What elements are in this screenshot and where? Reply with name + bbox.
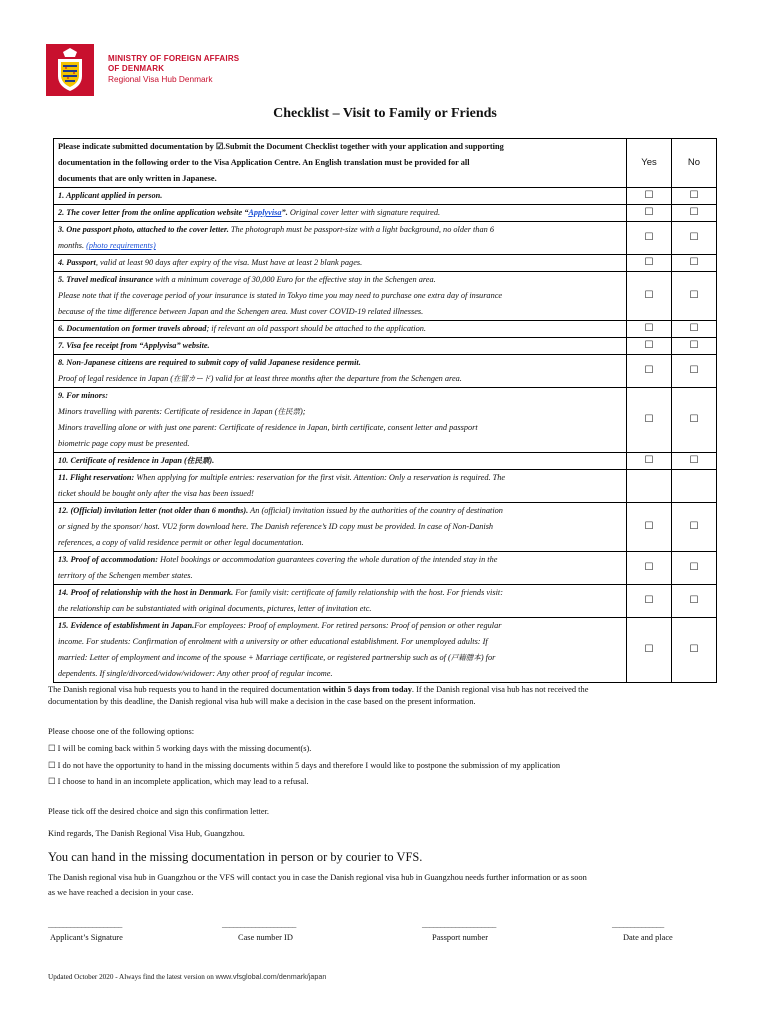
checkbox-yes[interactable]: ☐ [627, 272, 672, 321]
checkbox-no[interactable]: ☐ [672, 255, 717, 272]
signature-line[interactable]: ____________________ [48, 920, 122, 929]
item-text: For family visit: certificate of family relationship with the host. For friends visit: [233, 588, 503, 597]
deadline-notice [48, 684, 728, 708]
option-text: I will be coming back within 5 working days with the missing document(s). [55, 744, 312, 753]
item-text: dependents. If single/divorced/widow/widower: Any other proof of regular income. [58, 669, 333, 678]
item-text: or signed by the sponsor/ host. VU2 form download here. The Danish reference’s ID copy must be provided. In case of Non-Danish [58, 522, 494, 531]
ministry-header [108, 54, 239, 84]
checkbox-no[interactable]: ☐ [672, 188, 717, 205]
table-row [54, 205, 717, 222]
item-text: 戸籍謄本 [450, 653, 481, 662]
contact-text: The Danish regional visa hub in Guangzhou or the VFS will contact you in case the Danish regional visa hub in Guangzhou needs further information or as soon [48, 873, 587, 882]
ministry-name-line2: OF DENMARK [108, 64, 165, 73]
item-text: Proof of legal residence in Japan ( [58, 374, 174, 383]
item-1: 1. Applicant applied in person. [54, 188, 627, 205]
item-text: 15. Evidence of establishment in Japan. [58, 621, 195, 630]
checkbox-no[interactable]: ☐ [672, 552, 717, 585]
ministry-name-line1: MINISTRY OF FOREIGN AFFAIRS [108, 54, 240, 63]
checklist-intro [54, 139, 627, 188]
intro-line: Please indicate submitted documentation by ☑.Submit the Document Checklist together with your application and supporting [58, 142, 504, 151]
item-text: ticket should be bought only after the visa has been issued! [58, 489, 254, 498]
item-text: 13. Proof of accommodation: [58, 555, 159, 564]
item-13 [54, 552, 627, 585]
item-3 [54, 222, 627, 255]
item-text: ) for [480, 653, 496, 662]
checkbox-yes[interactable]: ☐ [627, 222, 672, 255]
item-11 [54, 470, 627, 503]
item-4 [54, 255, 627, 272]
notice-text: . If the Danish regional visa hub has not received the [411, 685, 589, 694]
col-header-yes: Yes [627, 139, 672, 188]
checkbox-yes[interactable]: ☐ [627, 255, 672, 272]
intro-line: documents that are only written in Japanese. [58, 174, 217, 183]
date-place-label: Date and place [623, 933, 673, 942]
checkbox-yes[interactable]: ☐ [627, 585, 672, 618]
item-text: 10. Certificate of residence in Japan ( [58, 456, 187, 465]
option-checkbox[interactable]: ☐ [48, 761, 56, 770]
item-text: 6. Documentation on former travels abroad [58, 324, 207, 333]
checkbox-yes[interactable]: ☐ [627, 338, 672, 355]
option-text: I do not have the opportunity to hand in the missing documents within 5 days and therefore I would like to postpone the submission of my application [55, 761, 561, 770]
item-text: 在留カード [173, 374, 211, 383]
item-text: Minors travelling alone or with just one parent: Certificate of residence in Japan, birth certificate, consent letter and passport [58, 423, 478, 432]
checkbox-yes[interactable]: ☐ [627, 388, 672, 453]
checkbox-no[interactable]: ☐ [672, 503, 717, 552]
item-2 [54, 205, 627, 222]
table-row [54, 355, 717, 388]
option-checkbox[interactable]: ☐ [48, 777, 56, 786]
date-place-line[interactable]: ______________ [612, 920, 664, 929]
passport-number-label: Passport number [432, 933, 489, 942]
item-6 [54, 321, 627, 338]
table-header-row [54, 139, 717, 188]
table-row [54, 470, 717, 503]
notice-deadline: within 5 days from today [322, 685, 412, 694]
checkbox-no[interactable]: ☐ [672, 272, 717, 321]
option-text: I choose to hand in an incomplete application, which may lead to a refusal. [55, 777, 309, 786]
item-text: 12. (Official) invitation letter (not older than 6 months). [58, 506, 249, 515]
table-row [54, 618, 717, 683]
checkbox-no[interactable]: ☐ [672, 222, 717, 255]
item-text: because of the time difference between Japan and the Schengen area. Must cover COVID-19 related illnesses. [58, 307, 424, 316]
table-row [54, 552, 717, 585]
item-text: with a minimum coverage of 30,000 Euro for the effective stay in the Schengen area. [153, 275, 436, 284]
col-header-no: No [672, 139, 717, 188]
item-15 [54, 618, 627, 683]
checkbox-no[interactable]: ☐ [672, 618, 717, 683]
photo-requirements-link[interactable]: (photo requirements) [86, 241, 156, 250]
checkbox-yes[interactable]: ☐ [627, 453, 672, 470]
item-text: Hotel bookings or accommodation guarantees covering the whole duration of the intended stay in the [158, 555, 498, 564]
item-text: ) valid for at least three months after the departure from the Schengen area. [210, 374, 462, 383]
item-text: An (official) invitation issued by the authorities of the country of destination [248, 506, 503, 515]
item-12 [54, 503, 627, 552]
item-text: ); [299, 407, 306, 416]
item-text: Please note that if the coverage period of your insurance is stated in Tokyo time you may need to purchase one extra day of insurance [58, 291, 503, 300]
item-text: 5. Travel medical insurance [58, 275, 154, 284]
item-text: 住民票 [186, 456, 210, 465]
table-row [54, 222, 717, 255]
footer-url-link[interactable]: www.vfsglobal.com/denmark/japan [215, 972, 327, 981]
item-text: references, a copy of valid residence permit or other legal documentation. [58, 538, 304, 547]
checkbox-yes[interactable]: ☐ [627, 321, 672, 338]
item-text: married: Letter of employment and income of the spouse + Marriage certificate, or registered partnership such as of ( [58, 653, 451, 662]
checkbox-yes[interactable]: ☐ [627, 188, 672, 205]
checkbox-no[interactable]: ☐ [672, 338, 717, 355]
empty-cell [627, 470, 672, 503]
item-text: For employees: Proof of employment. For retired persons: Proof of pension or other regular [194, 621, 502, 630]
applyvisa-link[interactable]: Applyvisa [248, 208, 282, 217]
notice-text: documentation by this deadline, the Danish regional visa hub will make a decision in the case based on the present information. [48, 697, 476, 706]
option-1[interactable] [48, 743, 311, 753]
table-row [54, 388, 717, 453]
item-text: 8. Non-Japanese citizens are required to submit copy of valid Japanese residence permit. [58, 358, 361, 367]
checkbox-no[interactable]: ☐ [672, 388, 717, 453]
ministry-crest-logo [46, 44, 94, 96]
checkbox-yes[interactable]: ☐ [627, 355, 672, 388]
checkbox-no[interactable]: ☐ [672, 453, 717, 470]
item-text: Original cover letter with signature required. [289, 208, 441, 217]
item-5 [54, 272, 627, 321]
item-text: ; if relevant an old passport should be attached to the application. [206, 324, 426, 333]
option-checkbox[interactable]: ☐ [48, 744, 56, 753]
checkbox-yes[interactable]: ☐ [627, 552, 672, 585]
item-7: 7. Visa fee receipt from “Applyvisa” website. [54, 338, 627, 355]
item-text: the relationship can be substantiated with original documents, pictures, letter of invitation etc. [58, 604, 372, 613]
item-text: 2. The cover letter from the online application website “ [58, 208, 249, 217]
case-number-line[interactable]: ____________________ [222, 920, 296, 929]
item-text: territory of the Schengen member states. [58, 571, 193, 580]
checkbox-no[interactable]: ☐ [672, 585, 717, 618]
checkbox-yes[interactable]: ☐ [627, 618, 672, 683]
case-number-label: Case number ID [238, 933, 293, 942]
item-text: When applying for multiple entries: reservation for the first visit. Attention: Only a reservation is required. The [134, 473, 506, 482]
item-text: 14. Proof of relationship with the host in Denmark. [58, 588, 234, 597]
item-text: 9. For minors: [58, 391, 109, 400]
option-2[interactable] [48, 760, 560, 770]
item-text: ). [209, 456, 215, 465]
passport-number-line[interactable]: ____________________ [422, 920, 496, 929]
table-row [54, 503, 717, 552]
item-text: , valid at least 90 days after expiry of the visa. Must have at least 2 blank pages. [95, 258, 363, 267]
contact-text: as we have reached a decision in your case. [48, 888, 194, 897]
document-checklist-table [53, 138, 717, 683]
table-row [54, 188, 717, 205]
checkbox-no[interactable]: ☐ [672, 205, 717, 222]
contact-info [48, 870, 587, 900]
item-10 [54, 453, 627, 470]
item-9 [54, 388, 627, 453]
table-row [54, 255, 717, 272]
empty-cell [672, 470, 717, 503]
tick-instruction: Please tick off the desired choice and sign this confirmation letter. [48, 807, 270, 816]
footer [48, 972, 326, 981]
item-text: 11. Flight reservation: [58, 473, 135, 482]
ministry-subtitle: Regional Visa Hub Denmark [108, 74, 213, 84]
table-row [54, 272, 717, 321]
item-14 [54, 585, 627, 618]
checkbox-no[interactable]: ☐ [672, 321, 717, 338]
intro-line: documentation in the following order to the Visa Application Centre. An English translation must be provided for all [58, 158, 470, 167]
item-text: biometric page copy must be presented. [58, 439, 190, 448]
applicant-signature-label: Applicant’s Signature [50, 933, 123, 942]
item-text: The photograph must be passport-size with a light background, no older than 6 [228, 225, 494, 234]
item-text: months. [58, 241, 87, 250]
item-text: Minors travelling with parents: Certificate of residence in Japan ( [58, 407, 278, 416]
item-text: income. For students: Confirmation of enrolment with a university or other educational establishment. For unemployed adults: If [58, 637, 488, 646]
notice-text: The Danish regional visa hub requests you to hand in the required documentation [48, 685, 323, 694]
table-row [54, 321, 717, 338]
checkbox-yes[interactable]: ☐ [627, 205, 672, 222]
checkbox-yes[interactable]: ☐ [627, 503, 672, 552]
option-3[interactable] [48, 776, 309, 786]
table-row [54, 338, 717, 355]
handin-heading: You can hand in the missing documentation in person or by courier to VFS. [48, 850, 423, 864]
item-text: 住民票 [277, 407, 300, 416]
item-8 [54, 355, 627, 388]
checkbox-no[interactable]: ☐ [672, 355, 717, 388]
table-row [54, 453, 717, 470]
footer-text: Updated October 2020 - Always find the latest version on [48, 973, 216, 981]
item-text: 3. One passport photo, attached to the cover letter. [58, 225, 229, 234]
options-label: Please choose one of the following options: [48, 727, 195, 736]
kind-regards: Kind regards, The Danish Regional Visa Hub, Guangzhou. [48, 829, 245, 838]
item-text: ”. [281, 208, 290, 217]
item-text: 4. Passport [58, 258, 96, 267]
table-row [54, 585, 717, 618]
page-title: Checklist – Visit to Family or Friends [273, 106, 497, 121]
